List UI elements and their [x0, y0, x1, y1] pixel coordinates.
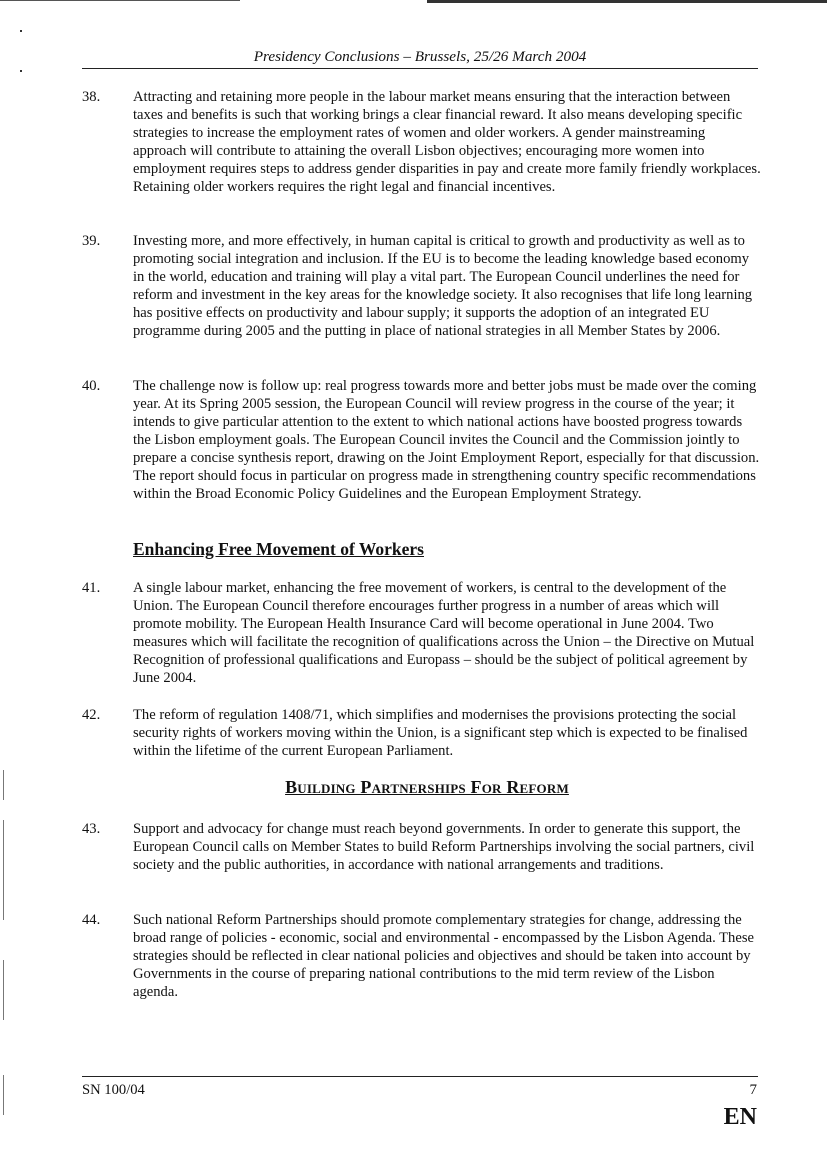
- paragraph-number: 44.: [82, 912, 101, 928]
- paragraph-text: Investing more, and more effectively, in human capital is critical to growth and productivity as well as to promoting social integration and inclusion. If the EU is to become the leading knowledge based economy in the world, education and training will play a vital part. The European Council underlines the need for reform and investment in the key areas for the knowledge society. It also recognises that life long learning has positive effects on productivity and labour supply; it supports the adoption of an integrated EU programme during 2005 and the putting in place of national strategies in all Member States by 2006.: [133, 233, 753, 339]
- paragraph-38: [82, 88, 762, 196]
- paragraph-text: The challenge now is follow up: real progress towards more and better jobs must be made over the coming year. At its Spring 2005 session, the European Council will review progress in the course of the year; it intends to give particular attention to the extent to which national actions have boosted progress towards the Lisbon employment goals. The European Council invites the Council and the Commission jointly to prepare a concise synthesis report, drawing on the Joint Employment Report, especially for that discussion. The report should focus in particular on progress made in strengthening country specific recommendations within the Broad Economic Policy Guidelines and the European Employment Strategy.: [133, 378, 760, 502]
- paragraph-43: [82, 820, 762, 874]
- paragraph-text: Such national Reform Partnerships should promote complementary strategies for change, addressing the broad range of policies - economic, social and environmental - encompassed by the Lisbon Agenda. These strategies should be reflected in clear national policies and objectives and should be taken into account by Governments in the course of preparing national contributions to the mid term review of the Lisbon agenda.: [133, 912, 754, 1000]
- document-code: SN 100/04: [82, 1082, 145, 1098]
- paragraph-text: The reform of regulation 1408/71, which simplifies and modernises the provisions protecting the social security rights of workers moving within the Union, is a significant step which is expected to be finalised within the lifetime of the current European Parliament.: [133, 707, 748, 759]
- scan-speck: [20, 70, 22, 72]
- scan-edge-mark: [3, 820, 4, 920]
- paragraph-number: 38.: [82, 89, 101, 105]
- running-header: Presidency Conclusions – Brussels, 25/26 March 2004: [253, 48, 587, 65]
- scan-top-line-right: [427, 0, 827, 3]
- paragraph-40: [82, 377, 762, 503]
- paragraph-number: 42.: [82, 707, 101, 723]
- scan-edge-mark: [3, 960, 4, 1020]
- paragraph-text: Support and advocacy for change must reach beyond governments. In order to generate this support, the European Council calls on Member States to build Reform Partnerships involving the social partners, civil society and the public authorities, in accordance with national arrangements and traditions.: [133, 821, 755, 873]
- paragraph-text: A single labour market, enhancing the free movement of workers, is central to the development of the Union. The European Council therefore encourages further progress in a number of areas which will promote mobility. The European Health Insurance Card will become operational in June 2004. Two measures which will facilitate the recognition of qualifications across the Union – the Directive on Mutual Recognition of professional qualifications and Europass – should be the subject of political agreement by June 2004.: [133, 580, 755, 686]
- scan-speck: [20, 30, 22, 32]
- subheading: Enhancing Free Movement of Workers: [133, 539, 424, 559]
- scan-top-line-left: [0, 0, 240, 1]
- language-code: EN: [723, 1104, 757, 1130]
- paragraph-text: Attracting and retaining more people in the labour market means ensuring that the interaction between taxes and benefits is such that working brings a clear financial reward. It also means developing specific strategies to increase the employment rates of women and older workers. A gender mainstreaming approach will contribute to attaining the overall Lisbon objectives; encouraging more women into employment requires steps to address gender disparities in pay and create more family friendly workplaces. Retaining older workers requires the right legal and financial incentives.: [133, 89, 761, 195]
- paragraph-number: 39.: [82, 233, 101, 249]
- footer-rule: [82, 1076, 758, 1077]
- scan-edge-mark: [3, 770, 4, 800]
- paragraph-number: 41.: [82, 580, 101, 596]
- header-rule: [82, 68, 758, 69]
- paragraph-44: [82, 911, 762, 1001]
- section-heading: Building Partnerships For Reform: [285, 777, 569, 797]
- paragraph-39: [82, 232, 762, 340]
- paragraph-41: [82, 579, 762, 687]
- paragraph-number: 40.: [82, 378, 101, 394]
- paragraph-42: [82, 706, 762, 760]
- paragraph-number: 43.: [82, 821, 101, 837]
- scan-edge-mark: [3, 1075, 4, 1115]
- page-number: 7: [749, 1082, 757, 1098]
